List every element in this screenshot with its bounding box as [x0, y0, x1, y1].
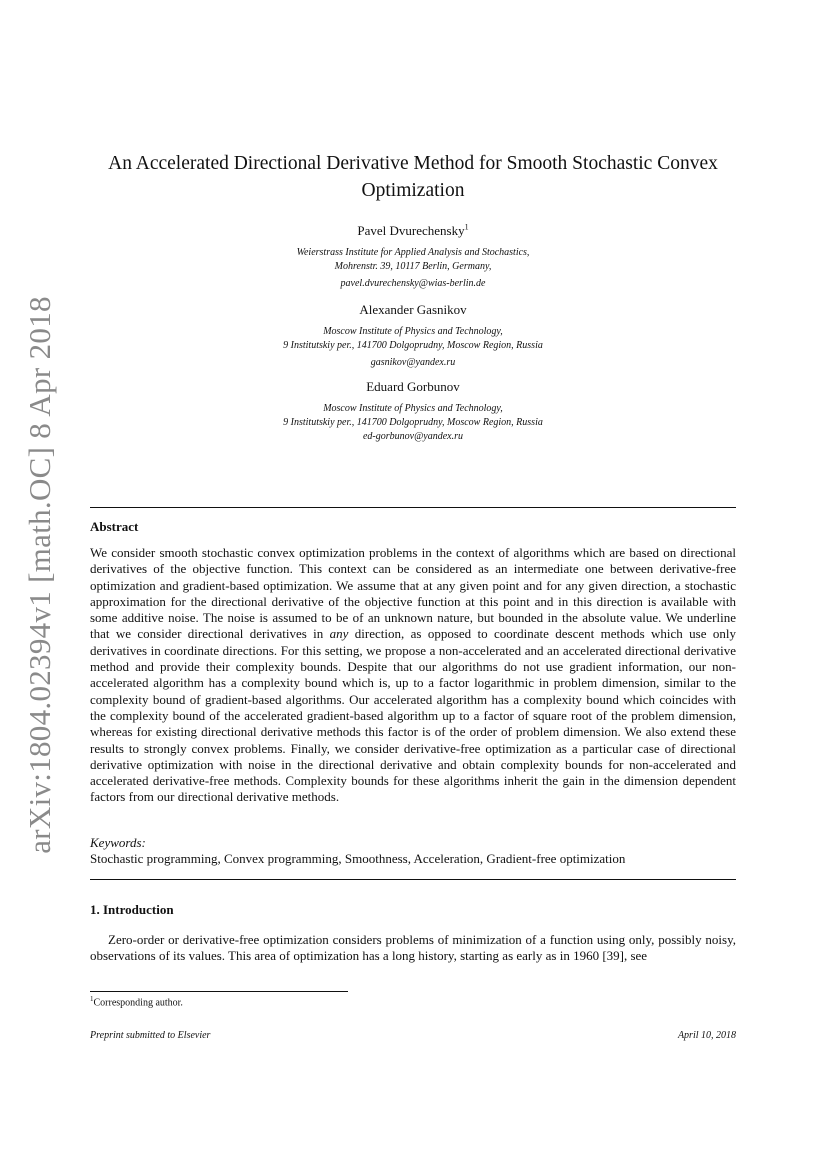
footnote-mark: 1: [90, 995, 94, 1003]
keywords-list: Stochastic programming, Convex programming, Smoothness, Acceleration, Gradient-free optimization: [90, 851, 626, 866]
title-line-1: An Accelerated Directional Derivative Method for Smooth Stochastic Convex: [108, 153, 718, 174]
author-affiliation-line-1: Moscow Institute of Physics and Technology,: [323, 326, 503, 337]
author-email: ed-gorbunov@yandex.ru: [362, 431, 463, 442]
abstract-heading: Abstract: [90, 519, 139, 534]
author-block-3: [90, 378, 736, 444]
author-affiliation-line-2: Mohrenstr. 39, 10117 Berlin, Germany,: [334, 261, 492, 272]
section-heading-introduction: 1. Introduction: [90, 902, 174, 917]
author-name: Pavel Dvurechensky$^1$: [357, 222, 469, 238]
footnote-rule: [90, 991, 348, 992]
footer-preprint-note: Preprint submitted to Elsevier: [90, 1030, 211, 1041]
author-name: Eduard Gorbunov: [366, 379, 460, 394]
author-name: Alexander Gasnikov: [359, 302, 467, 317]
abstract-bottom-rule: [90, 879, 736, 880]
author-affiliation-line-2: 9 Institutskiy per., 141700 Dolgoprudny, Moscow Region, Russia: [283, 340, 543, 351]
footer-date: April 10, 2018: [677, 1030, 736, 1041]
author-affiliation-line-2: 9 Institutskiy per., 141700 Dolgoprudny, Moscow Region, Russia: [283, 417, 543, 428]
keywords-heading: Keywords:: [90, 835, 146, 850]
author-affiliation-line-1: Moscow Institute of Physics and Technology,: [323, 403, 503, 414]
introduction-paragraph: Zero-order or derivative-free optimization considers problems of minimization of a function using only, possibly noisy, observations of its values. This area of optimization has a long history, starting as early as in 1960 [39], see: [90, 932, 736, 964]
footnote-marker: 1: [464, 222, 469, 232]
abstract-top-rule: [90, 507, 736, 508]
paper-title: [90, 150, 736, 204]
abstract-emphasis: any: [329, 626, 349, 642]
author-block-1: [90, 222, 736, 291]
abstract-text: We consider smooth stochastic convex optimization problems in the context of algorithms which are based on directional derivatives of the objective function. This context can be considered as an intermediate one between derivative-free optimization and gradient-based optimization. We assume that at any given point and for any given direction, a stochastic approximation for the directional derivative of the objective function at this point and in this direction is available with some additive noise. The noise is assumed to be of an unknown nature, but bounded in the absolute value. We underline that we consider directional derivatives in any direction, as opposed to coordinate descent methods which use only derivatives in coordinate directions. For this setting, we propose a non-accelerated and an accelerated directional derivative method and provide their complexity bounds. Despite that our algorithms do not use gradient information, our non-accelerated algorithm has a complexity bound which is, up to a factor logarithmic in problem dimension, similar to the complexity bound of gradient-based algorithms. Our accelerated algorithm has a complexity bound which coincides with the complexity bound of the accelerated gradient-based algorithm up to a factor of square root of the problem dimension, whereas for existing directional derivative methods this factor is of the order of problem dimension. We also extend these results to strongly convex problems. Finally, we consider derivative-free optimization as a particular case of directional derivative optimization with noise in the directional derivative and obtain complexity bounds for non-accelerated and accelerated derivative-free methods. Complexity bounds for these algorithms inherit the gain in the dimension dependent factors from our directional derivative methods.: [90, 545, 736, 805]
author-email: gasnikov@yandex.ru: [370, 357, 456, 368]
author-email: pavel.dvurechensky@wias-berlin.de: [340, 278, 486, 289]
footnote: $^1$Corresponding author.: [90, 995, 183, 1009]
author-block-2: [90, 301, 736, 370]
author-affiliation-line-1: Weierstrass Institute for Applied Analysis and Stochastics,: [296, 247, 530, 258]
title-line-2: Optimization: [361, 180, 465, 201]
arxiv-identifier-stamp: arXiv:1804.02394v1 [math.OC] 8 Apr 2018: [22, 296, 57, 854]
